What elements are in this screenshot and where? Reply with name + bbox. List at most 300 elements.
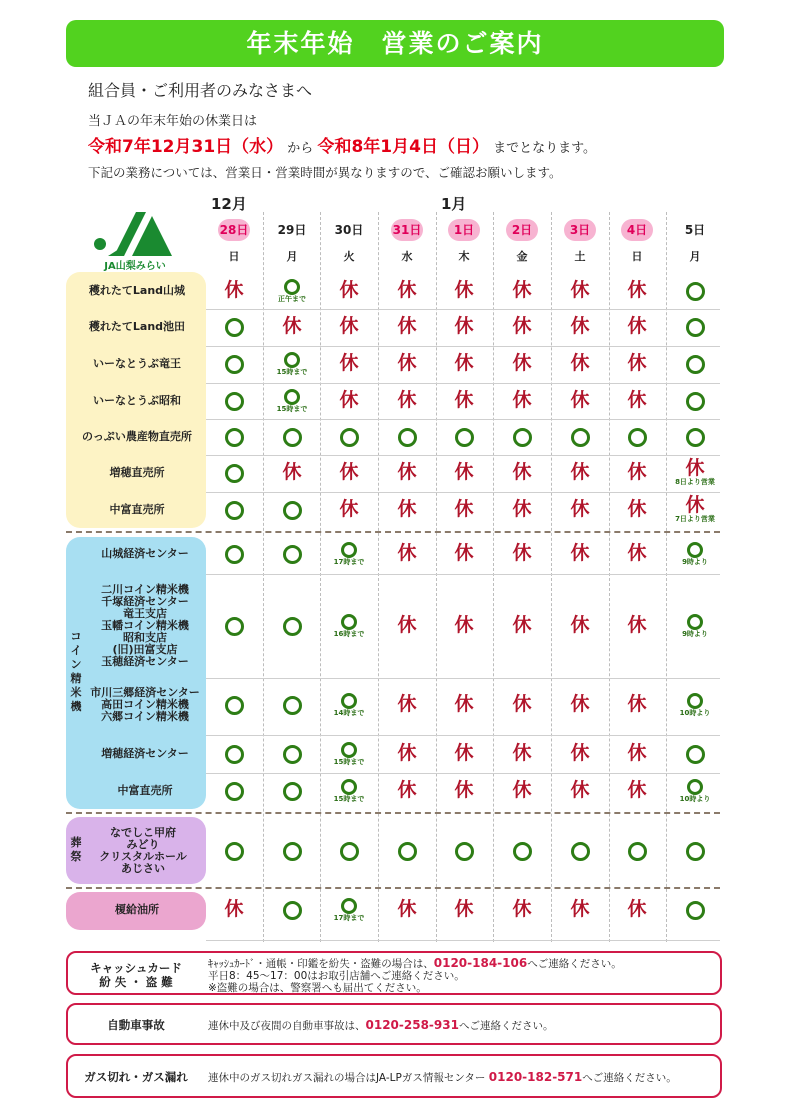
open-cell [667,318,723,337]
closed-mark: 休 [570,898,590,920]
open-cell [667,282,723,301]
closed-cell [264,462,320,482]
contact-text-gas: 連休中のガス切れガス漏れの場合はJA-LPガス情報センター 0120-182-571へご連絡ください。 [208,1070,677,1084]
open-cell [321,898,377,923]
closed-cell [436,390,492,410]
open-circle-icon [283,842,302,861]
closed-mark: 休 [570,742,590,764]
closed-mark: 休 [512,498,532,520]
closed-cell [494,353,550,373]
open-circle-icon [686,901,705,920]
open-circle-icon [513,428,532,447]
hours-note: 7日より営業 [675,515,715,523]
closed-cell [609,390,665,410]
open-circle-icon [341,614,357,630]
closed-cell [494,899,550,919]
hours-note: 17時まで [333,558,365,566]
closed-cell [436,615,492,635]
intro-end-text: までとなります。 [493,141,597,156]
closed-cell [552,615,608,635]
date-header: 30日 [334,223,364,237]
row-label [62,395,212,407]
open-cell [609,428,665,447]
closed-cell [609,462,665,482]
row-label [62,285,212,297]
open-cell [206,842,262,861]
closed-mark: 休 [397,693,417,715]
closed-cell [321,499,377,519]
closing-start-date: 令和7年12月31日（水） [88,137,284,157]
closed-cell [552,543,608,563]
closed-cell [494,499,550,519]
closed-cell [494,543,550,563]
closed-cell [494,316,550,336]
closed-cell [436,462,492,482]
open-circle-icon [283,428,302,447]
closed-mark: 休 [397,542,417,564]
closed-mark: 休 [627,542,647,564]
closed-cell [494,743,550,763]
row-divider [206,940,720,941]
closed-cell [379,780,435,800]
greeting: 組合員・ご利用者のみなさまへ [88,81,313,100]
closed-mark: 休 [512,389,532,411]
open-circle-icon [283,745,302,764]
closed-cell [379,280,435,300]
open-circle-icon [283,782,302,801]
open-circle-icon [687,779,703,795]
row-divider [206,574,720,575]
closed-mark: 休 [397,898,417,920]
closed-cell [436,694,492,714]
row-label-line: 千塚経済センター [101,595,189,608]
open-cell [264,279,320,304]
open-circle-icon [225,745,244,764]
closed-mark: 休 [397,389,417,411]
open-circle-icon [225,318,244,337]
closed-cell [552,694,608,714]
closed-mark: 休 [397,498,417,520]
open-cell [206,464,262,483]
open-cell [321,614,377,639]
row-label-line: みどり [126,838,160,851]
row-label [80,548,210,560]
row-label-line: 竜王支店 [123,607,167,620]
row-label-line: いーなとうぶ竜王 [93,357,181,370]
closed-mark: 休 [339,279,359,301]
open-cell [552,428,608,447]
row-label-line: 中富直売所 [109,503,165,516]
closed-cell [667,495,723,524]
row-divider [206,419,720,420]
closed-mark: 休 [627,898,647,920]
hours-note: 正午まで [278,295,306,303]
closed-mark: 休 [397,742,417,764]
closed-cell [206,280,262,300]
closed-mark: 休 [627,614,647,636]
closed-mark: 休 [512,352,532,374]
hours-note: 8日より営業 [675,478,715,486]
closed-mark: 休 [282,315,302,337]
open-circle-icon [225,355,244,374]
hours-note: 15時まで [276,368,308,376]
row-label-line: のっぷい農産物直売所 [82,430,192,443]
open-cell [494,428,550,447]
date-header: 28日 [218,219,250,241]
closed-mark: 休 [397,279,417,301]
closed-mark: 休 [454,542,474,564]
open-cell [264,545,320,564]
closed-mark: 休 [570,389,590,411]
open-cell [609,842,665,861]
open-cell [206,501,262,520]
closed-mark: 休 [397,614,417,636]
closed-mark: 休 [512,315,532,337]
open-cell [264,901,320,920]
open-circle-icon [341,693,357,709]
month-january: 1月 [441,195,467,213]
closed-cell [436,499,492,519]
closed-mark: 休 [570,279,590,301]
closed-mark: 休 [454,779,474,801]
closed-mark: 休 [454,315,474,337]
closed-cell [609,694,665,714]
closed-cell [609,543,665,563]
closed-mark: 休 [397,352,417,374]
phone-cash-card: 0120-184-106 [433,956,528,970]
closed-mark: 休 [627,742,647,764]
open-cell [321,542,377,567]
closed-mark: 休 [339,352,359,374]
row-label-line: クリスタルホール [99,850,187,863]
open-circle-icon [225,545,244,564]
open-circle-icon [455,842,474,861]
row-divider [206,773,720,774]
closed-cell [379,543,435,563]
open-circle-icon [225,696,244,715]
closed-cell [494,390,550,410]
closed-cell [379,316,435,336]
weekday-header: 木 [458,250,470,263]
weekday-header: 土 [574,250,586,263]
row-divider [206,735,720,736]
open-circle-icon [225,428,244,447]
closed-mark: 休 [512,614,532,636]
closed-mark: 休 [454,279,474,301]
open-circle-icon [225,782,244,801]
row-divider [206,492,720,493]
row-label-line: 増穂直売所 [109,466,165,479]
open-cell [379,842,435,861]
phone-gas: 0120-182-571 [488,1070,583,1084]
open-cell [494,842,550,861]
closed-mark: 休 [224,279,244,301]
row-label-line: 穫れたてLand池田 [88,320,186,333]
closing-end-date: 令和8年1月4日（日） [317,137,489,157]
open-cell [667,614,723,639]
row-label-line: なでしこ甲府 [110,826,176,839]
open-cell [667,745,723,764]
hours-note: 10時より [679,709,711,717]
open-circle-icon [398,842,417,861]
date-header: 31日 [391,219,423,241]
closed-mark: 休 [339,461,359,483]
closed-cell [552,462,608,482]
row-divider [206,678,720,679]
open-circle-icon [686,282,705,301]
closed-mark: 休 [512,742,532,764]
open-circle-icon [571,428,590,447]
open-cell [321,779,377,804]
closed-mark: 休 [454,693,474,715]
open-circle-icon [571,842,590,861]
open-circle-icon [284,279,300,295]
open-circle-icon [687,542,703,558]
closed-cell [609,499,665,519]
contact-label-cash-card: キャッシュカード 紛 失 ・ 盗 難 [90,961,182,989]
closed-mark: 休 [339,389,359,411]
closed-cell [321,316,377,336]
open-cell [264,352,320,377]
intro-line-3: 下記の業務については、営業日・営業時間が異なりますので、ご確認お願いします。 [88,165,562,180]
closed-mark: 休 [627,498,647,520]
closed-cell [494,462,550,482]
intro-from-connector: から [287,141,314,156]
date-header: 29日 [277,223,307,237]
hours-note: 16時まで [333,630,365,638]
panel-coin-rice [66,537,206,809]
section-divider [66,887,720,889]
open-cell [667,842,723,861]
open-circle-icon [340,428,359,447]
row-label-line: (旧)田富支店 [112,643,178,656]
open-cell [264,501,320,520]
hours-note: 10時より [679,795,711,803]
row-label [80,584,210,668]
closed-mark: 休 [512,693,532,715]
closed-cell [436,316,492,336]
closed-mark: 休 [570,461,590,483]
open-circle-icon [283,696,302,715]
row-label-line: 玉穂経済センター [101,655,189,668]
closed-cell [552,499,608,519]
row-label [62,358,212,370]
closed-cell [436,280,492,300]
closed-mark: 休 [339,498,359,520]
closed-cell [552,353,608,373]
open-cell [667,542,723,567]
open-circle-icon [341,898,357,914]
row-label-line: 増穂経済センター [101,747,189,760]
open-cell [321,742,377,767]
open-circle-icon [283,501,302,520]
row-label-line: 昭和支店 [123,631,167,644]
open-cell [264,389,320,414]
closed-mark: 休 [339,315,359,337]
row-divider [206,455,720,456]
closed-mark: 休 [570,693,590,715]
open-circle-icon [225,392,244,411]
open-circle-icon [686,392,705,411]
row-label-line: 二川コイン精米機 [101,583,189,596]
row-label-line: 玉幡コイン精米機 [101,619,189,632]
closed-mark: 休 [454,614,474,636]
open-circle-icon [513,842,532,861]
date-header: 2日 [506,219,538,241]
open-cell [206,428,262,447]
closed-cell [321,280,377,300]
contact-box-car-accident [66,1003,722,1045]
open-cell [206,617,262,636]
open-circle-icon [341,542,357,558]
closed-cell [552,780,608,800]
hours-note: 17時まで [333,914,365,922]
closed-mark: 休 [627,352,647,374]
group-label-funeral: 葬祭 [70,836,82,863]
closed-cell [609,316,665,336]
open-circle-icon [686,428,705,447]
date-header: 3日 [564,219,596,241]
closed-cell [436,780,492,800]
open-circle-icon [455,428,474,447]
closed-mark: 休 [454,461,474,483]
section-divider [66,531,720,533]
closed-cell [667,458,723,487]
open-cell [264,696,320,715]
row-label [62,904,212,916]
closed-mark: 休 [512,542,532,564]
hours-note: 9時より [682,630,708,638]
open-circle-icon [686,318,705,337]
row-label-line: 榎給油所 [115,903,159,916]
closed-mark: 休 [570,315,590,337]
closed-mark: 休 [627,389,647,411]
closed-cell [609,780,665,800]
weekday-header: 月 [286,250,298,263]
closed-cell [494,780,550,800]
contact-box-gas [66,1054,722,1098]
open-circle-icon [283,901,302,920]
phone-car-accident: 0120-258-931 [365,1018,459,1032]
closed-mark: 休 [397,461,417,483]
contact-label-car-accident: 自動車事故 [107,1018,165,1032]
closed-mark: 休 [454,498,474,520]
closed-mark: 休 [570,779,590,801]
closed-mark: 休 [627,461,647,483]
open-cell [379,428,435,447]
weekday-header: 火 [343,250,355,263]
row-label-line: 穫れたてLand山城 [88,284,186,297]
closed-cell [379,743,435,763]
section-divider [66,812,720,814]
open-cell [264,428,320,447]
row-label [80,785,210,797]
row-label [80,748,210,760]
open-cell [264,842,320,861]
open-circle-icon [686,842,705,861]
open-cell [552,842,608,861]
intro-line-2 [88,132,596,157]
closed-mark: 休 [627,693,647,715]
contact-label-gas: ガス切れ・ガス漏れ [84,1070,188,1084]
closed-cell [494,615,550,635]
open-cell [321,842,377,861]
closed-cell [552,280,608,300]
row-divider [206,383,720,384]
open-cell [264,745,320,764]
open-circle-icon [628,842,647,861]
closed-mark: 休 [570,542,590,564]
closed-cell [379,499,435,519]
open-cell [264,617,320,636]
closed-cell [609,353,665,373]
closed-cell [552,743,608,763]
closed-mark: 休 [454,742,474,764]
open-cell [436,842,492,861]
open-cell [436,428,492,447]
contact-box-cash-card [66,951,722,995]
open-circle-icon [687,693,703,709]
closed-cell [436,899,492,919]
open-cell [206,355,262,374]
closed-cell [552,899,608,919]
open-circle-icon [284,352,300,368]
open-cell [667,392,723,411]
open-cell [206,318,262,337]
contact-text-cash-card: ｷｬｯｼｭｶｰﾄﾞ・通帳・印鑑を紛失・盗難の場合は、0120-184-106へご連絡ください。 平日8：45～17：00はお取引店舗へご連絡ください。 ※盗難の場合は、警察署へも届出てください。 [208,956,622,994]
open-circle-icon [686,745,705,764]
closed-cell [494,694,550,714]
closed-mark: 休 [454,389,474,411]
page-title: 年末年始 営業のご案内 [66,20,724,67]
closed-cell [609,899,665,919]
closed-mark: 休 [570,498,590,520]
date-header: 1日 [448,219,480,241]
closed-mark: 休 [685,457,705,479]
row-label-line: 市川三郷経済センター [90,686,200,699]
closed-cell [379,694,435,714]
closed-mark: 休 [397,315,417,337]
open-cell [667,901,723,920]
weekday-header: 金 [516,250,528,263]
closed-cell [379,390,435,410]
weekday-header: 日 [631,250,643,263]
open-circle-icon [225,617,244,636]
closed-mark: 休 [627,279,647,301]
closed-cell [609,280,665,300]
weekday-header: 水 [401,250,413,263]
open-circle-icon [340,842,359,861]
closed-cell [321,390,377,410]
open-circle-icon [225,464,244,483]
closed-cell [609,743,665,763]
closed-mark: 休 [397,779,417,801]
closed-cell [264,316,320,336]
open-cell [667,355,723,374]
closed-mark: 休 [454,352,474,374]
open-cell [667,693,723,718]
open-circle-icon [225,501,244,520]
closed-mark: 休 [570,352,590,374]
closed-cell [436,743,492,763]
row-divider [206,309,720,310]
hours-note: 15時まで [333,758,365,766]
open-circle-icon [686,355,705,374]
weekday-header: 日 [228,250,240,263]
closed-mark: 休 [627,315,647,337]
closed-cell [552,390,608,410]
open-cell [206,392,262,411]
